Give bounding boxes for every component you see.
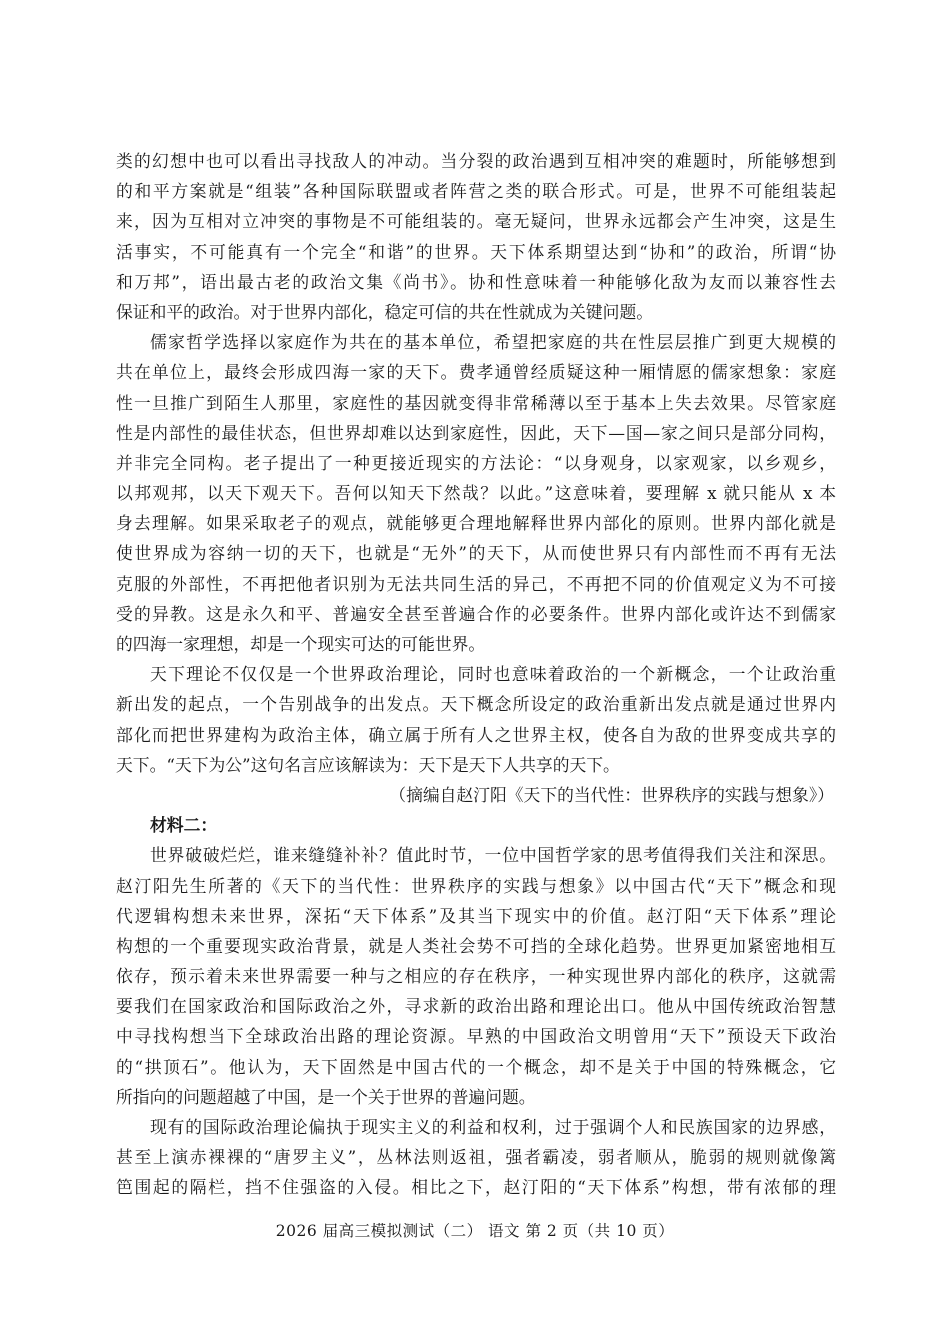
paragraph-3 bbox=[116, 659, 836, 780]
text-line: 以邦观邦，以天下观天下。吾何以知天下然哉？以此。”这意味着，要理解 x 就只能从 x 本 bbox=[116, 483, 836, 504]
text-line: 甚至上演赤裸裸的“唐罗主义”，丛林法则返祖，强者霸凌，弱者顺从，脆弱的规则就像篱 bbox=[116, 1147, 836, 1168]
text-line: 构想的一个重要现实政治背景，就是人类社会势不可挡的全球化趋势。世界更加紧密地相互 bbox=[116, 935, 836, 956]
text-line: 代逻辑构想未来世界，深拓“天下体系”及其当下现实中的价值。赵汀阳“天下体系”理论 bbox=[116, 905, 836, 926]
paragraph-5 bbox=[116, 1112, 836, 1203]
text-line: 活事实，不可能真有一个完全“和谐”的世界。天下体系期望达到“协和”的政治，所谓“协 bbox=[116, 241, 836, 262]
text-line: 依存，预示着未来世界需要一种与之相应的存在秩序，一种实现世界内部化的秩序，这就需 bbox=[116, 966, 836, 987]
paragraph-4 bbox=[116, 840, 836, 1112]
paragraph-2 bbox=[116, 327, 836, 659]
text-line: 天下。“天下为公”这句名言应该解读为：天下是天下人共享的天下。 bbox=[116, 754, 620, 775]
text-line: 和万邦”，语出最古老的政治文集《尚书》。协和性意味着一种能够化敌为友而以兼容性去 bbox=[116, 271, 836, 292]
text-line: 儒家哲学选择以家庭作为共在的基本单位，希望把家庭的共在性层层推广到更大规模的 bbox=[150, 332, 836, 353]
text-line: 性一旦推广到陌生人那里，家庭性的基因就变得非常稀薄以至于基本上失去效果。尽管家庭 bbox=[116, 392, 836, 413]
text-line: 天下理论不仅仅是一个世界政治理论，同时也意味着政治的一个新概念，一个让政治重 bbox=[150, 664, 836, 685]
paragraph-1 bbox=[116, 146, 836, 327]
text-line: 要我们在国家政治和国际政治之外，寻求新的政治出路和理论出口。他从中国传统政治智慧 bbox=[116, 996, 836, 1017]
text-line: 克服的外部性，不再把他者识别为无法共同生活的异己，不再把不同的价值观定义为不可接 bbox=[116, 573, 836, 594]
text-line: 新出发的起点，一个告别战争的出发点。天下概念所设定的政治重新出发点就是通过世界内 bbox=[116, 694, 836, 715]
text-line: 赵汀阳先生所著的《天下的当代性：世界秩序的实践与想象》以中国古代“天下”概念和现 bbox=[116, 875, 836, 896]
text-line: 保证和平的政治。对于世界内部化，稳定可信的共在性就成为关键问题。 bbox=[116, 301, 654, 322]
text-line: 受的异教。这是永久和平、普遍安全甚至普遍合作的必要条件。世界内部化或许达不到儒家 bbox=[116, 603, 836, 624]
text-line: 来，因为互相对立冲突的事物是不可能组装的。毫无疑问，世界永远都会产生冲突，这是生 bbox=[116, 211, 836, 232]
text-line: 使世界成为容纳一切的天下，也就是“无外”的天下，从而使世界只有内部性而不再有无法 bbox=[116, 543, 836, 564]
page-footer: 2026 届高三模拟测试（二） 语文 第 2 页（共 10 页） bbox=[275, 1222, 675, 1240]
text-line: 中寻找构想当下全球政治出路的理论资源。早熟的中国政治文明曾用“天下”预设天下政治 bbox=[116, 1026, 836, 1047]
section-heading: 材料二： bbox=[150, 815, 218, 836]
text-line: 现有的国际政治理论偏执于现实主义的利益和权利，过于强调个人和民族国家的边界感， bbox=[150, 1117, 836, 1137]
text-line: 的“拱顶石”。他认为，天下固然是中国古代的一个概念，却不是关于中国的特殊概念，它 bbox=[116, 1056, 836, 1077]
text-line: 所指向的问题超越了中国，是一个关于世界的普遍问题。 bbox=[116, 1086, 536, 1107]
text-line: 的和平方案就是“组装”各种国际联盟或者阵营之类的联合形式。可是，世界不可能组装起 bbox=[116, 181, 836, 202]
text-line: 性是内部性的最佳状态，但世界却难以达到家庭性，因此，天下—国—家之间只是部分同构， bbox=[116, 422, 836, 443]
text-line: 笆围起的隔栏，挡不住强盗的入侵。相比之下，赵汀阳的“天下体系”构想，带有浓郁的理 bbox=[116, 1177, 836, 1198]
text-line: 世界破破烂烂，谁来缝缝补补？值此时节，一位中国哲学家的思考值得我们关注和深思。 bbox=[150, 845, 836, 866]
page-body bbox=[116, 146, 836, 1203]
text-line: 的四海一家理想，却是一个现实可达的可能世界。 bbox=[116, 634, 486, 654]
text-line: 并非完全同构。老子提出了一种更接近现实的方法论：“以身观身，以家观家，以乡观乡， bbox=[116, 452, 836, 473]
text-line: 共在单位上，最终会形成四海一家的天下。费孝通曾经质疑这种一厢情愿的儒家想象：家庭 bbox=[116, 362, 836, 383]
text-line: 类的幻想中也可以看出寻找敌人的冲动。当分裂的政治遇到互相冲突的难题时，所能够想到 bbox=[116, 151, 836, 171]
source-citation: （摘编自赵汀阳《天下的当代性：世界秩序的实践与想象》） bbox=[389, 784, 834, 805]
text-line: 身去理解。如果采取老子的观点，就能够更合理地解释世界内部化的原则。世界内部化就是 bbox=[116, 513, 836, 534]
text-line: 部化而把世界建构为政治主体，确立属于所有人之世界主权，使各自为敌的世界变成共享的 bbox=[116, 724, 836, 745]
